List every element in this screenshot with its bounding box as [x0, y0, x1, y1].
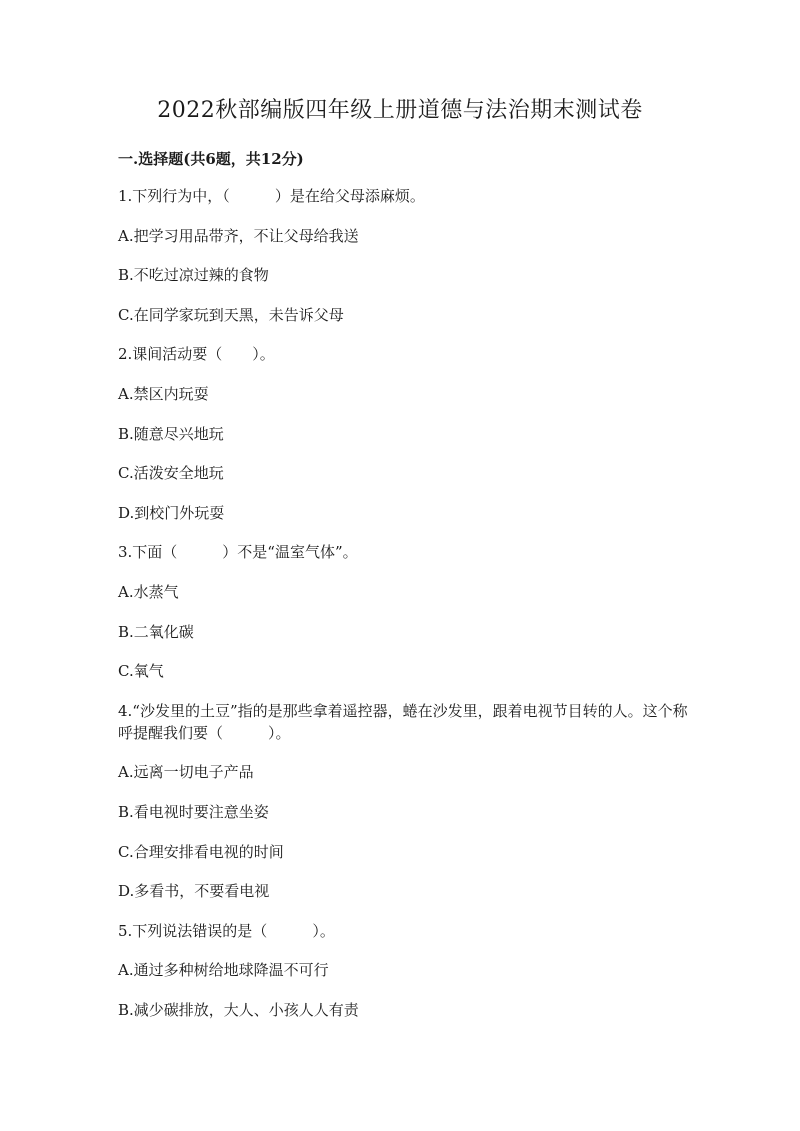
option-b: B.减少碳排放，大人、小孩人人有责 — [118, 1000, 359, 1019]
option-a: A.远离一切电子产品 — [118, 763, 254, 782]
option-b: B.不吃过凉过辣的食物 — [118, 266, 269, 285]
option-c: C.在同学家玩到天黑，未告诉父母 — [118, 305, 344, 324]
option-a: A.通过多种树给地球降温不可行 — [118, 961, 329, 980]
question-list — [118, 185, 688, 1038]
option-d: D.到校门外玩耍 — [118, 503, 225, 522]
question-stem: 5.下列说法错误的是（ ）。 — [118, 921, 335, 940]
option-a: A.把学习用品带齐，不让父母给我送 — [118, 226, 359, 245]
question-3 — [118, 541, 688, 682]
question-stem: 3.下面（ ）不是“温室气体”。 — [118, 543, 358, 562]
question-stem: 2.课间活动要（ ）。 — [118, 345, 275, 364]
option-b: B.看电视时要注意坐姿 — [118, 802, 269, 821]
option-b: B.二氧化碳 — [118, 622, 194, 641]
option-a: A.水蒸气 — [118, 582, 179, 601]
option-c: C.活泼安全地玩 — [118, 464, 224, 483]
exam-title: 2022秋部编版四年级上册道德与法治期末测试卷 — [157, 98, 643, 123]
question-stem: 4.“沙发里的土豆”指的是那些拿着遥控器，蜷在沙发里，跟着电视节目转的人。这个称呼提醒我们要（ ）。 — [118, 701, 688, 742]
section-heading: 一.选择题(共6题，共12分) — [118, 150, 304, 168]
option-b: B.随意尽兴地玩 — [118, 424, 224, 443]
question-stem: 1.下列行为中，（ ）是在给父母添麻烦。 — [118, 187, 425, 205]
option-c: C.氧气 — [118, 662, 164, 681]
option-a: A.禁区内玩耍 — [118, 384, 209, 403]
option-c: C.合理安排看电视的时间 — [118, 842, 284, 861]
question-4 — [118, 700, 688, 902]
question-5 — [118, 920, 688, 1021]
question-1 — [118, 185, 688, 326]
question-2 — [118, 343, 688, 523]
option-d: D.多看书，不要看电视 — [118, 882, 270, 901]
